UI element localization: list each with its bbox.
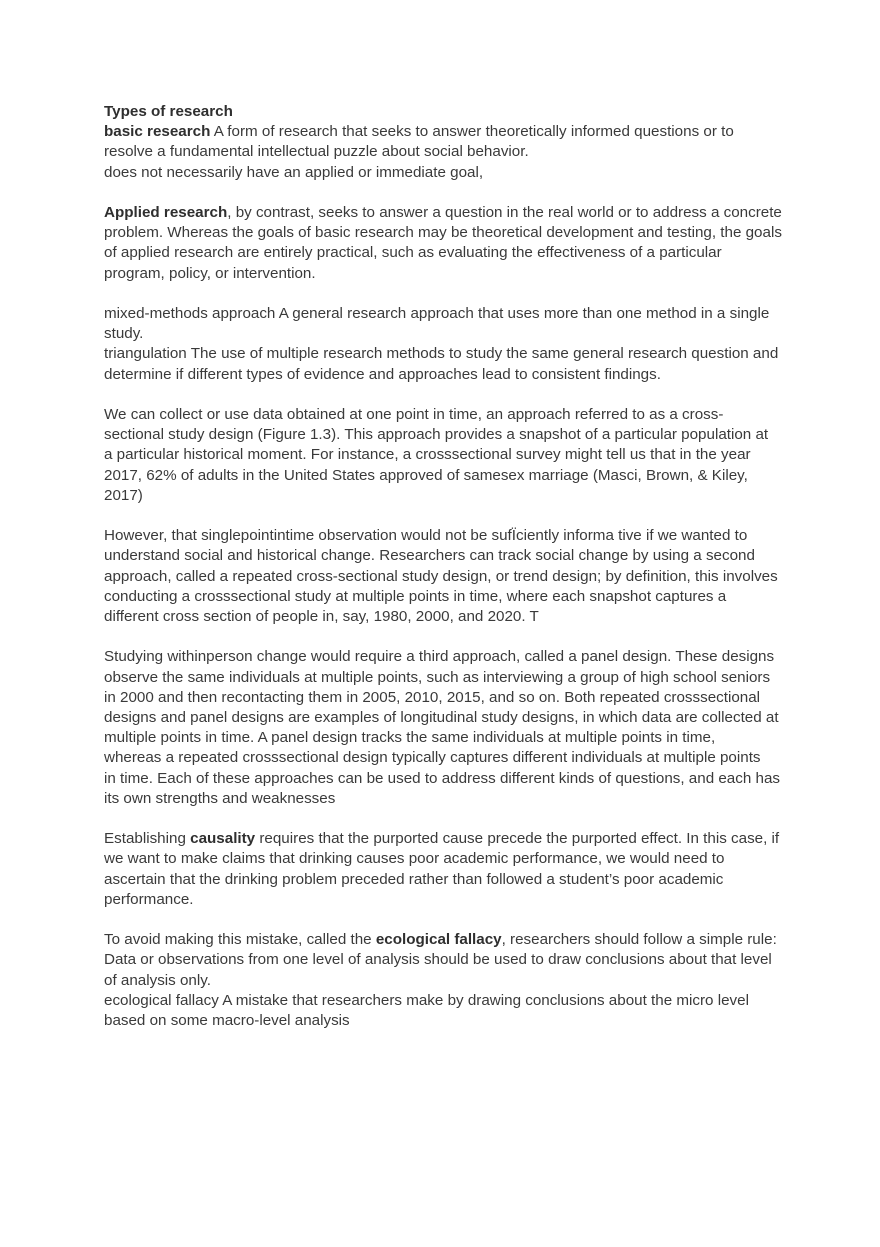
text-line: However, that singlepointintime observation would not be sufÏciently informa tive if we wanted to xyxy=(104,526,780,546)
text-line: we want to make claims that drinking causes poor academic performance, we would need to xyxy=(104,849,780,869)
text-line: its own strengths and weaknesses xyxy=(104,789,780,809)
text-line: Applied research, by contrast, seeks to answer a question in the real world or to address a concrete xyxy=(104,203,780,223)
text-line: does not necessarily have an applied or immediate goal, xyxy=(104,163,780,183)
text-line: Establishing causality requires that the purported cause precede the purported effect. In this case, if xyxy=(104,829,780,849)
ecological-fallacy-paragraph xyxy=(104,930,780,1031)
text-line: based on some macro-level analysis xyxy=(104,1011,780,1031)
text-line: 2017) xyxy=(104,486,780,506)
text-line: designs and panel designs are examples of longitudinal study designs, in which data are collected at xyxy=(104,708,780,728)
basic-research-paragraph xyxy=(104,102,780,183)
mixed-methods-paragraph xyxy=(104,304,780,385)
text-line: understand social and historical change. Researchers can track social change by using a second xyxy=(104,546,780,566)
document-page xyxy=(104,102,780,1051)
panel-design-paragraph xyxy=(104,647,780,809)
text-line: performance. xyxy=(104,890,780,910)
cross-sectional-paragraph xyxy=(104,405,780,506)
text-line: determine if different types of evidence and approaches lead to consistent findings. xyxy=(104,365,780,385)
text-line: ecological fallacy A mistake that researchers make by drawing conclusions about the micro level xyxy=(104,991,780,1011)
section-heading: Types of research xyxy=(104,102,780,122)
text-line: different cross section of people in, say, 1980, 2000, and 2020. T xyxy=(104,607,780,627)
causality-paragraph xyxy=(104,829,780,910)
text-line: resolve a fundamental intellectual puzzle about social behavior. xyxy=(104,142,780,162)
text-line: in 2000 and then recontacting them in 2005, 2010, 2015, and so on. Both repeated crosssectional xyxy=(104,688,780,708)
text-line: of applied research are entirely practical, such as evaluating the effectiveness of a particular xyxy=(104,243,780,263)
text-line: Data or observations from one level of analysis should be used to draw conclusions about that level xyxy=(104,950,780,970)
text-line: triangulation The use of multiple research methods to study the same general research question and xyxy=(104,344,780,364)
text-line: conducting a crosssectional study at multiple points in time, where each snapshot captures a xyxy=(104,587,780,607)
text-line: in time. Each of these approaches can be used to address different kinds of questions, and each has xyxy=(104,769,780,789)
text-line: We can collect or use data obtained at one point in time, an approach referred to as a cross- xyxy=(104,405,780,425)
text-line: To avoid making this mistake, called the ecological fallacy, researchers should follow a simple rule: xyxy=(104,930,780,950)
text-line: ascertain that the drinking problem preceded rather than followed a student’s poor academic xyxy=(104,870,780,890)
text-line: whereas a repeated crosssectional design typically captures different individuals at multiple points xyxy=(104,748,780,768)
text-line: problem. Whereas the goals of basic research may be theoretical development and testing, the goals xyxy=(104,223,780,243)
text-line: study. xyxy=(104,324,780,344)
text-line: a particular historical moment. For instance, a crosssectional survey might tell us that in the year xyxy=(104,445,780,465)
text-line: sectional study design (Figure 1.3). This approach provides a snapshot of a particular population at xyxy=(104,425,780,445)
text-line: program, policy, or intervention. xyxy=(104,264,780,284)
term-applied-research: Applied research xyxy=(104,204,228,221)
text-line: basic research A form of research that seeks to answer theoretically informed questions or to xyxy=(104,122,780,142)
text-line: mixed-methods approach A general research approach that uses more than one method in a single xyxy=(104,304,780,324)
text-line: 2017, 62% of adults in the United States approved of samesex marriage (Masci, Brown, & Kiley, xyxy=(104,466,780,486)
text-line: multiple points in time. A panel design tracks the same individuals at multiple points in time, xyxy=(104,728,780,748)
term-basic-research: basic research xyxy=(104,123,211,141)
term-ecological-fallacy: ecological fallacy xyxy=(375,931,502,949)
text-line: approach, called a repeated cross-sectional study design, or trend design; by definition, this involves xyxy=(104,567,780,587)
text-line: Studying withinperson change would require a third approach, called a panel design. These designs xyxy=(104,647,780,667)
term-causality: causality xyxy=(190,830,256,848)
text-line: of analysis only. xyxy=(104,971,780,991)
trend-design-paragraph xyxy=(104,526,780,627)
applied-research-paragraph xyxy=(104,203,780,284)
text-line: observe the same individuals at multiple points, such as interviewing a group of high school seniors xyxy=(104,668,780,688)
